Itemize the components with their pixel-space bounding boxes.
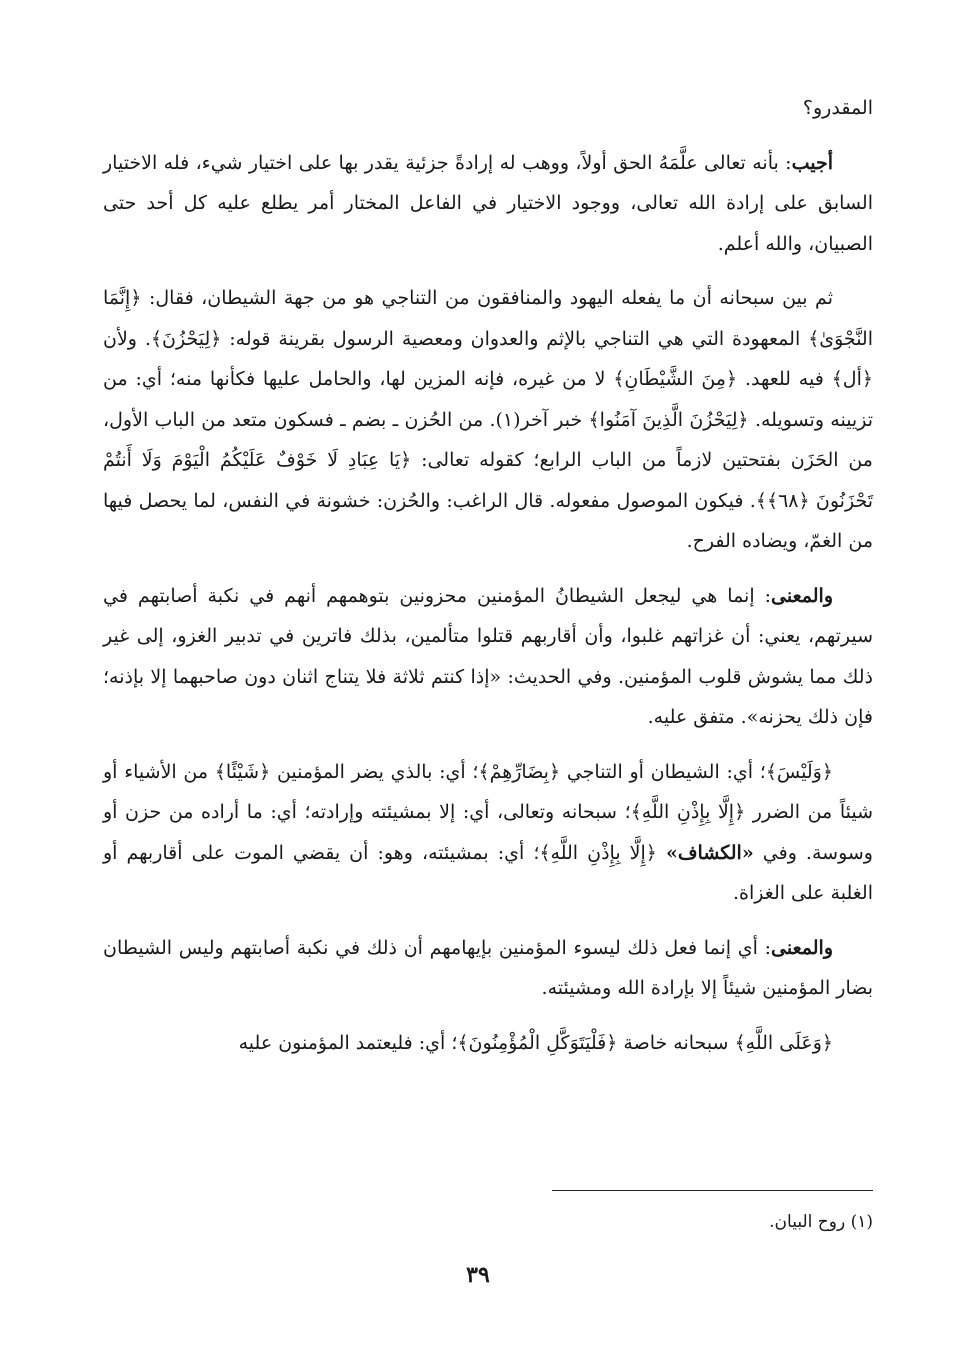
meaning-text: : أي إنما فعل ذلك ليسوء المؤمنين بإيهامهم أن ذلك في نكبة أصابتهم وليس الشيطان بضار المؤمنين شيئاً إلا بإرادة الله ومشيئته. (103, 936, 873, 999)
tawakkul-paragraph: ﴿وَعَلَى اللَّهِ﴾ سبحانه خاصة ﴿فَلْيَتَوَكَّلِ الْمُؤْمِنُونَ﴾؛ أي: فليعتمد المؤمنون عليه (238, 1031, 833, 1054)
page-body (103, 88, 873, 1063)
explanation-paragraph: ثم بين سبحانه أن ما يفعله اليهود والمنافقون من التناجي هو من جهة الشيطان، فقال: ﴿إِنَّمَا النَّجْوَىٰ﴾ المعهودة التي هي التناجي بالإثم والعدوان ومعصية الرسول بقرينة قوله: ﴿لِيَحْزُنَ﴾. ولأن ﴿أل﴾ فيه للعهد. ﴿مِنَ الشَّيْطَانِ﴾ لا من غيره، فإنه المزين لها، والحامل عليها فكأنها منه؛ أي: من تزيينه وتسويله. ﴿لِيَحْزُنَ الَّذِينَ آمَنُوا﴾ خبر آخر(١). من الحُزن ـ بضم ـ فسكون متعد من الباب الأول، من الحَزَن بفتحتين لازماً من الباب الرابع؛ كقوله تعالى: ﴿يَا عِبَادِ لَا خَوْفٌ عَلَيْكُمُ الْيَوْمَ وَلَا أَنتُمْ تَحْزَنُونَ ﴿٦٨﴾﴾. فيكون الموصول مفعوله. قال الراغب: والحُزن: خشونة في النفس، لما يحصل فيها من الغمّ، ويضاده الفرح. (103, 287, 874, 552)
meaning-label: والمعنى (771, 936, 833, 959)
answer-paragraph (103, 143, 873, 265)
laysa-paragraph (103, 752, 873, 914)
meaning-text: : إنما هي ليجعل الشيطانُ المؤمنين محزونين بتوهمهم أنهم في نكبة أصابتهم في سيرتهم، يعني: أن غزاتهم غلبوا، وأن أقاربهم قتلوا متألمين، بذلك فاترين في تدبير الغزو، إلى غير ذلك مما يشوش قلوب المؤمنين. وفي الحديث: «إذا كنتم ثلاثة فلا يتناج اثنان دون صاحبهما إلا بإذنه؛ فإن ذلك يحزنه». متفق عليه. (103, 584, 873, 728)
footnote-divider (552, 1190, 873, 1191)
page-number: ٣٩ (466, 1262, 490, 1288)
footnote: (١) روح البيان. (769, 1212, 873, 1232)
meaning-label: والمعنى (771, 584, 833, 607)
meaning-paragraph-2 (103, 928, 873, 1009)
laysa-text-1: ﴿وَلَيْسَ﴾؛ أي: الشيطان أو التناجي ﴿بِضَارِّهِمْ﴾؛ أي: بالذي يضر المؤمنين ﴿شَيْئًا﴾ من الأشياء أو شيئاً من الضرر ﴿إِلَّا بِإِذْنِ اللَّهِ﴾؛ سبحانه وتعالى، أي: إلا بمشيئته وإرادته؛ أي: ما أراده من حزن أو وسوسة. وفي (103, 760, 873, 864)
answer-label: أجيب (791, 151, 833, 174)
answer-text: : بأنه تعالى علَّمَهُ الحق أولاً، ووهب له إرادةً جزئية يقدر بها على اختيار شيء، فله الاختيار السابق على إرادة الله تعالى، ووجود الاختيار في الفاعل المختار أمر يطلع عليه كل أحد حتى الصبيان، والله أعلم. (103, 151, 873, 255)
opening-line: المقدرو؟ (802, 97, 873, 119)
laysa-text-2: ﴿إِلَّا بِإِذْنِ اللَّهِ﴾؛ أي: بمشيئته، وهو: أن يقضي الموت على أقاربهم أو الغلبة على الغزاة. (103, 841, 873, 904)
kashshaf-reference: «الكشاف» (665, 841, 754, 864)
meaning-paragraph-1 (103, 576, 873, 738)
